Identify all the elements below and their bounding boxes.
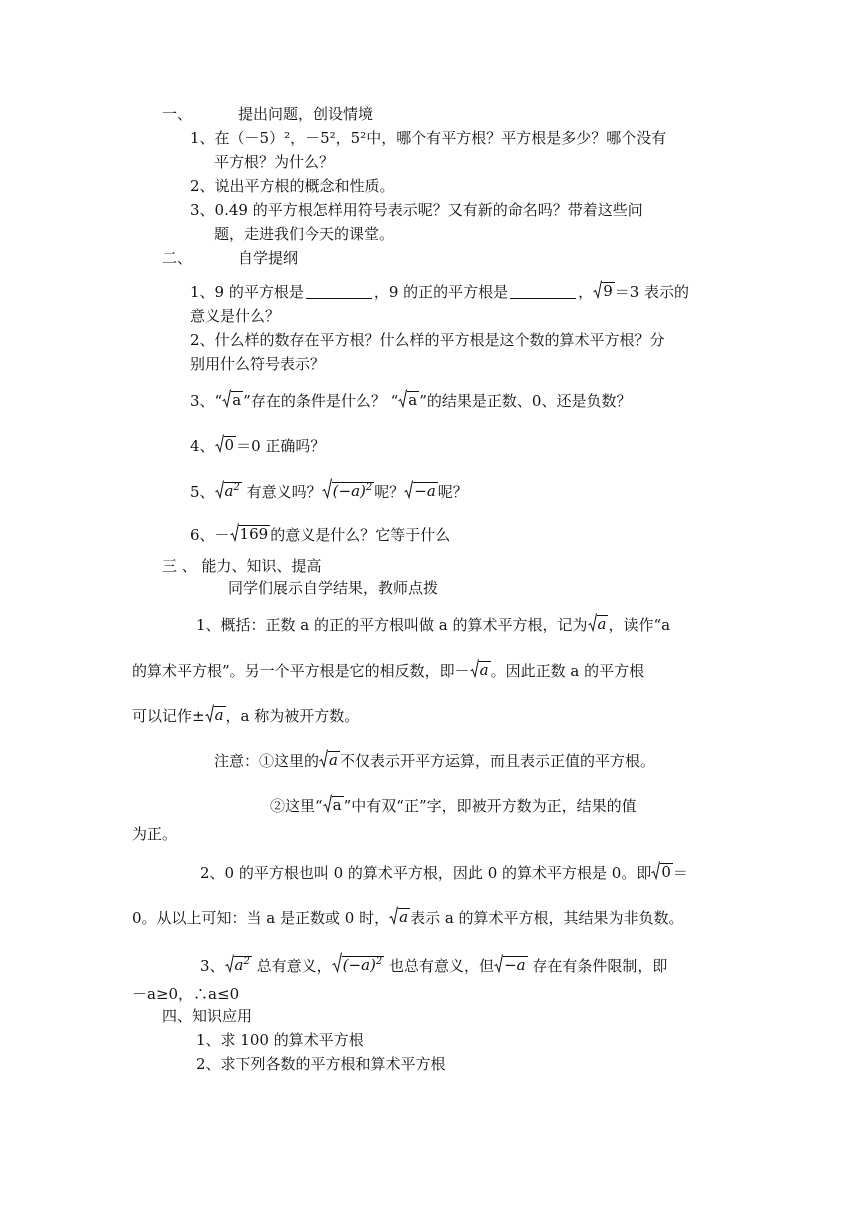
s3-intro: 同学们展示自学结果，教师点拨 bbox=[228, 579, 439, 597]
section-2-title: 自学提纲 bbox=[238, 249, 299, 267]
sqrt-neg-a: −a bbox=[404, 480, 438, 500]
sqrt-a: a bbox=[588, 613, 609, 633]
sqrt-a: a bbox=[389, 906, 410, 926]
s3-note-2-line1: ②这里“ a ”中有双“正”字，即被开方数为正，结果的值 bbox=[270, 796, 637, 815]
s4-question-2: 2、求下列各数的平方根和算术平方根 bbox=[196, 1055, 446, 1073]
sqrt-a-squared: $a^2$ bbox=[225, 954, 252, 974]
sqrt-a: a bbox=[222, 389, 243, 409]
sqrt-a: a bbox=[398, 389, 419, 409]
s3-para-1-line3: 可以记作± a ，a 称为被开方数。 bbox=[132, 706, 360, 725]
s3-para-2-line1: 2、0 的平方根也叫 0 的算术平方根，因此 0 的算术平方根是 0。即 0 ＝ bbox=[200, 863, 688, 882]
s2-question-4: 4、 0 ＝0 正确吗？ bbox=[190, 436, 326, 455]
sqrt-0: 0 bbox=[215, 434, 237, 454]
section-4-heading: 四、知识应用 bbox=[162, 1007, 253, 1025]
sqrt-169: 169 bbox=[230, 523, 271, 543]
sqrt-a: a bbox=[205, 704, 226, 724]
s3-note-2-line2: 为正。 bbox=[132, 825, 178, 843]
sqrt-a-squared: $a^2$ bbox=[215, 480, 242, 500]
s2-question-2-line2: 别用什么符号表示？ bbox=[190, 355, 326, 373]
s3-note-1: 注意：①这里的 a 不仅表示开平方运算，而且表示正值的平方根。 bbox=[214, 751, 655, 770]
s1-question-3-line2: 题，走进我们今天的课堂。 bbox=[214, 225, 395, 243]
sqrt-neg-a-squared: $(-a)^2$ bbox=[322, 478, 375, 500]
answer-blank bbox=[510, 283, 576, 299]
section-3-heading: 三 、 能力、知识、提高 bbox=[162, 557, 322, 575]
s2-question-3: 3、“ a ”存在的条件是什么？ “ a ”的结果是正数、0、还是负数？ bbox=[190, 391, 632, 410]
s1-question-1-line1: 1、在（－5）²，－5²，5²中，哪个有平方根？平方根是多少？哪个没有 bbox=[190, 129, 667, 147]
s3-para-3-line2: －a≥0，∴a≤0 bbox=[132, 985, 240, 1003]
sqrt-a: a bbox=[323, 794, 344, 814]
sqrt-0: 0 bbox=[651, 861, 673, 881]
sqrt-9: 9 bbox=[593, 280, 615, 300]
s1-question-2: 2、说出平方根的概念和性质。 bbox=[190, 177, 395, 195]
s1-question-3-line1: 3、0.49 的平方根怎样用符号表示呢？又有新的命名吗？带着这些问 bbox=[190, 201, 643, 219]
section-2-heading bbox=[162, 248, 298, 268]
sqrt-a: a bbox=[470, 659, 491, 679]
sqrt-a: a bbox=[319, 749, 340, 769]
section-1-title: 提出问题，创设情境 bbox=[238, 105, 374, 123]
s4-question-1: 1、求 100 的算术平方根 bbox=[196, 1031, 364, 1049]
section-1-number: 一、 bbox=[162, 105, 193, 123]
s3-para-1-line1: 1、概括：正数 a 的正的平方根叫做 a 的算术平方根，记为 a ，读作“a bbox=[196, 615, 671, 634]
s3-para-1-line2: 的算术平方根”。另一个平方根是它的相反数，即－ a 。因此正数 a 的平方根 bbox=[132, 661, 645, 680]
answer-blank bbox=[306, 283, 372, 299]
sqrt-neg-a: −a bbox=[494, 954, 528, 974]
s1-question-1-line2: 平方根？为什么？ bbox=[214, 153, 335, 171]
section-1-heading bbox=[162, 104, 373, 124]
s2-question-1-line2: 意义是什么？ bbox=[190, 307, 281, 325]
s2-question-6: 6、－ 169 的意义是什么？它等于什么 bbox=[190, 525, 451, 544]
s2-question-1-line1: 1、9 的平方根是 ，9 的正的平方根是 ， 9 ＝3 表示的 bbox=[190, 282, 690, 301]
s3-para-3-line1: 3、 $a^2$ 总有意义， $(-a)^2$ 也总有意义，但 −a 存在有条件限制，即 bbox=[200, 952, 667, 976]
sqrt-neg-a-squared: $(-a)^2$ bbox=[332, 952, 385, 974]
s2-question-5: 5、 $a^2$ 有意义吗？ $(-a)^2$ 呢？ −a 呢？ bbox=[190, 478, 468, 502]
s2-question-2-line1: 2、什么样的数存在平方根？什么样的平方根是这个数的算术平方根？分 bbox=[190, 331, 665, 349]
s3-para-2-line2: 0。从以上可知：当 a 是正数或 0 时， a 表示 a 的算术平方根，其结果为非负数。 bbox=[132, 908, 684, 927]
section-2-number: 二、 bbox=[162, 249, 193, 267]
